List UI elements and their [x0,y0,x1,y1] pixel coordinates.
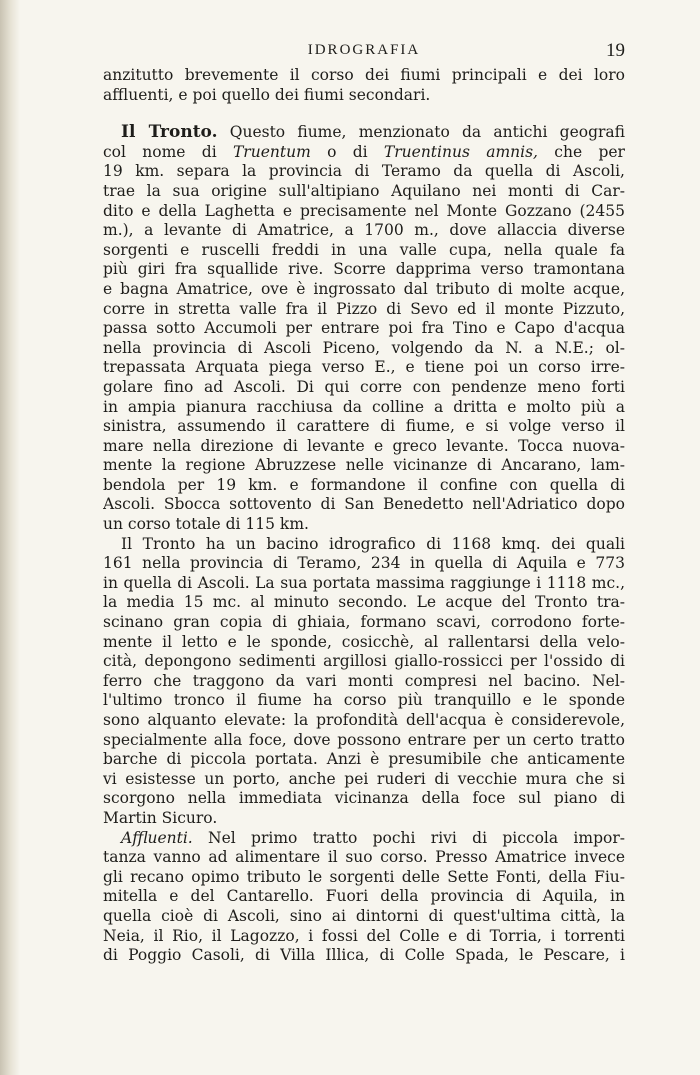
paragraph-basin [103,535,625,829]
text-line: 161 nella provincia di Teramo, 234 in quella di Aquila e 773 [103,554,625,573]
text-line: gli recano opimo tributo le sorgenti delle Sette Fonti, della Fiu- [103,867,625,886]
text-line: tanza vanno ad alimentare il suo corso. Presso Amatrice invece [103,848,625,867]
text-line: bendola per 19 km. e formandone il confine con quella di [103,475,625,494]
text-line: anzitutto brevemente il corso dei fiumi principali e dei loro [103,66,625,84]
text-line: trepassata Arquata piega verso E., e tiene poi un corso irre- [103,358,625,377]
text-line: mente il letto e le sponde, cosicchè, al rallentarsi della velo- [103,632,625,651]
text-line: sono alquanto elevate: la profondità dell'acqua è considerevole, [103,711,625,729]
latin-name: Truentinus amnis, [383,142,538,161]
text-line: vi esistesse un porto, anche pei ruderi di vecchie mura che si [103,769,625,788]
paragraph-affluenti [103,829,625,966]
text-line: l'ultimo tronco il fiume ha corso più tranquillo e le sponde [103,691,625,710]
text-line: mente la regione Abruzzese nelle vicinanze di Ancarano, lam- [103,456,625,475]
text-line: 19 km. separa la provincia di Teramo da quella di Ascoli, [103,162,625,181]
text-line: più giri fra squallide rive. Scorre dapprima verso tramontana [103,260,625,279]
text-run: che per [554,142,625,161]
text-line: sinistra, assumendo il carattere di fiume, e si volge verso il [103,417,625,436]
paragraph-intro-continuation [103,66,625,105]
text-run: o di [327,142,368,161]
running-head: IDROGRAFIA [307,42,421,58]
section-title-affluenti: Affluenti. [121,828,193,847]
text-line: m.), a levante di Amatrice, a 1700 m., dove allaccia diverse [103,221,625,240]
book-spine-shadow [0,0,20,1075]
text-line: Ascoli. Sbocca sottovento di San Benedetto nell'Adriatico dopo [103,495,625,514]
text-line: scinano gran copia di ghiaia, formano scavi, corrodono forte- [103,613,625,632]
page-header [103,40,625,66]
paragraph-tronto [103,123,625,534]
text-line [103,123,625,143]
text-line: ferro che traggono da vari monti compresi nel bacino. Nel- [103,671,625,690]
book-page [103,40,625,966]
text-line: Martin Sicuro. [103,808,218,827]
text-line: barche di piccola portata. Anzi è presumibile che anticamente [103,750,625,769]
body-text [103,66,625,966]
text-line: passa sotto Accumoli per entrare poi fra Tino e Capo d'acqua [103,319,625,338]
text-line: sorgenti e ruscelli freddi in una valle cupa, nella quale fa [103,240,625,259]
latin-name: Truentum [232,142,311,161]
page-number: 19 [606,40,625,61]
section-title-tronto: Il Tronto. [121,123,218,143]
text-line: affluenti, e poi quello dei fiumi secondari. [103,85,431,104]
text-line: in quella di Ascoli. La sua portata massima raggiunge i 1118 mc., [103,573,625,592]
text-line: mare nella direzione di levante e greco levante. Tocca nuova- [103,436,625,455]
text-run: Nel primo tratto pochi rivi di piccola impor- [208,828,625,847]
text-line: Neia, il Rio, il Lagozzo, i fossi del Colle e di Torria, i torrenti [103,926,625,945]
text-run: Questo fiume, menzionato da antichi geografi [229,123,625,142]
text-line: in ampia pianura racchiusa da colline a dritta e molto più a [103,397,625,416]
text-line [103,829,625,849]
text-line: mitella e del Cantarello. Fuori della provincia di Aquila, in [103,887,625,906]
text-line [103,143,625,163]
text-line: trae la sua origine sull'altipiano Aquilano nei monti di Car- [103,181,625,200]
text-line: e bagna Amatrice, ove è ingrossato dal tributo di molte acque, [103,279,625,298]
text-line: quella cioè di Ascoli, sino ai dintorni di quest'ultima città, la [103,906,625,925]
paragraph-gap [103,105,625,123]
text-line: di Poggio Casoli, di Villa Illica, di Colle Spada, le Pescare, i [103,946,625,965]
text-line: la media 15 mc. al minuto secondo. Le acque del Tronto tra- [103,593,625,612]
text-run: col nome di [103,142,217,161]
text-line: nella provincia di Ascoli Piceno, volgendo da N. a N.E.; ol- [103,338,625,357]
text-line: Il Tronto ha un bacino idrografico di 1168 kmq. dei quali [121,534,625,553]
text-line: golare fino ad Ascoli. Di qui corre con pendenze meno forti [103,377,625,396]
text-line: specialmente alla foce, dove possono entrare per un certo tratto [103,730,625,749]
text-line: scorgono nella immediata vicinanza della foce sul piano di [103,789,625,808]
text-line: corre in stretta valle fra il Pizzo di Sevo ed il monte Pizzuto, [103,299,625,318]
text-line: dito e della Laghetta e precisamente nel Monte Gozzano (2455 [103,201,625,220]
text-line: un corso totale di 115 km. [103,515,309,534]
text-line: cità, depongono sedimenti argillosi giallo-rossicci per l'ossido di [103,652,625,671]
